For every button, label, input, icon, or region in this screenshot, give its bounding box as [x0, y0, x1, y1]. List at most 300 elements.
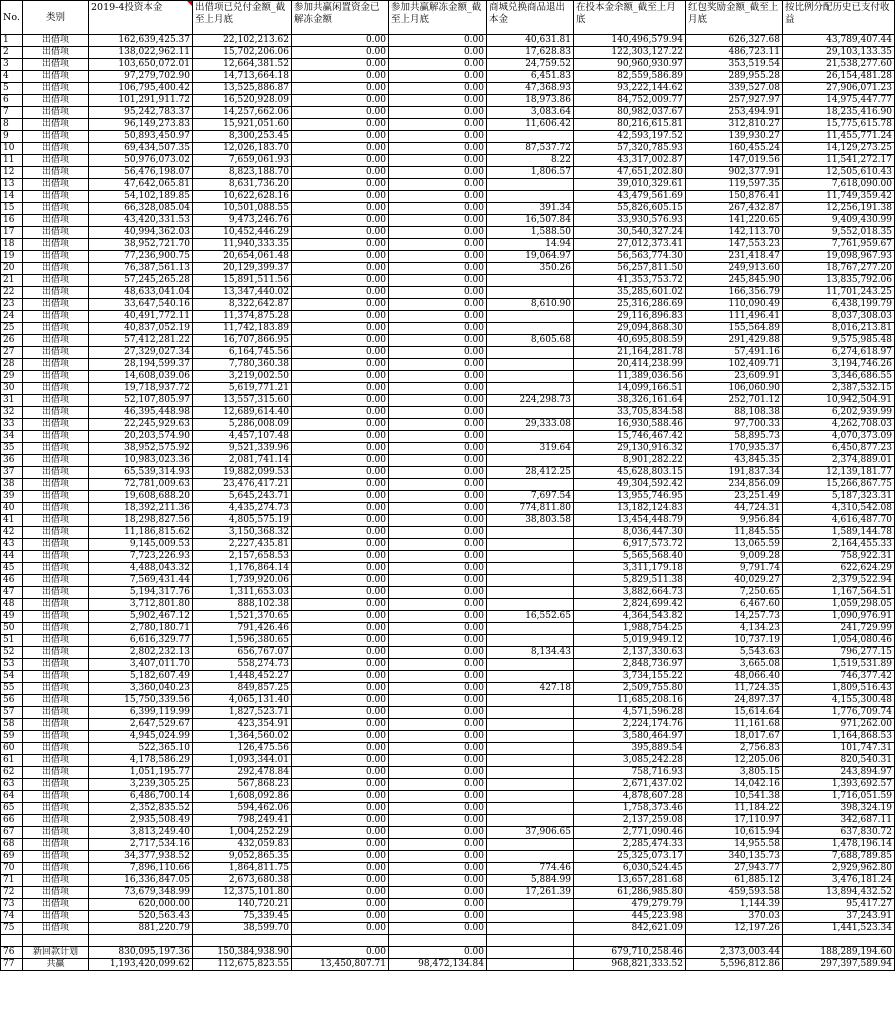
cell-gongying-idle[interactable]: 0.00 [292, 263, 389, 275]
cell-redeemed[interactable]: 15,891,511.56 [193, 275, 292, 287]
cell-gongying-idle[interactable]: 0.00 [292, 47, 389, 59]
cell-redeemed[interactable]: 7,659,061.93 [193, 155, 292, 167]
cell-invest[interactable]: 620,000.00 [89, 899, 193, 911]
cell-gongying-unfreeze[interactable]: 0.00 [389, 395, 487, 407]
cell-balance[interactable]: 2,671,437.02 [574, 779, 686, 791]
cell-no[interactable]: 34 [1, 431, 23, 443]
cell-gongying-unfreeze[interactable]: 0.00 [389, 359, 487, 371]
cell-balance[interactable]: 13,955,746.95 [574, 491, 686, 503]
cell-gongying-idle[interactable]: 0.00 [292, 83, 389, 95]
cell-redeemed[interactable]: 1,311,653.03 [193, 587, 292, 599]
cell-gongying-unfreeze[interactable]: 0.00 [389, 851, 487, 863]
cell-redeemed[interactable]: 1,364,560.02 [193, 731, 292, 743]
cell-no[interactable]: 57 [1, 707, 23, 719]
cell-gongying-unfreeze[interactable]: 0.00 [389, 515, 487, 527]
cell-type[interactable]: 出借项 [23, 851, 89, 863]
cell-redpacket[interactable]: 9,009.28 [686, 551, 783, 563]
cell-type[interactable]: 出借项 [23, 923, 89, 935]
cell-balance[interactable]: 758,716.93 [574, 767, 686, 779]
cell-prorata[interactable]: 1,164,868.53 [783, 731, 895, 743]
cell-gongying-idle[interactable]: 0.00 [292, 467, 389, 479]
cell-mall-refund[interactable] [487, 707, 574, 719]
cell-no[interactable]: 17 [1, 227, 23, 239]
cell-prorata[interactable]: 11,749,359.42 [783, 191, 895, 203]
cell-no[interactable]: 67 [1, 827, 23, 839]
cell-balance[interactable]: 6,030,524.45 [574, 863, 686, 875]
cell-redpacket[interactable]: 12,197.26 [686, 923, 783, 935]
cell-redeemed[interactable]: 5,619,771.21 [193, 383, 292, 395]
cell-no[interactable]: 38 [1, 479, 23, 491]
cell-type[interactable]: 出借项 [23, 167, 89, 179]
cell-invest[interactable]: 38,952,575.92 [89, 443, 193, 455]
cell-redeemed[interactable]: 10,501,088.55 [193, 203, 292, 215]
cell-no[interactable]: 43 [1, 539, 23, 551]
cell-invest[interactable]: 2,935,508.49 [89, 815, 193, 827]
cell-mall-refund[interactable] [487, 383, 574, 395]
cell-gongying-idle[interactable]: 0.00 [292, 503, 389, 515]
cell-gongying-unfreeze[interactable]: 0.00 [389, 371, 487, 383]
cell-redpacket[interactable]: 27,943.77 [686, 863, 783, 875]
cell-balance[interactable]: 20,414,238.99 [574, 359, 686, 371]
cell-gongying-unfreeze[interactable]: 0.00 [389, 179, 487, 191]
cell-redpacket[interactable]: 24,897.37 [686, 695, 783, 707]
cell-gongying-unfreeze[interactable]: 0.00 [389, 35, 487, 47]
cell-gongying-unfreeze[interactable]: 0.00 [389, 383, 487, 395]
cell-redeemed[interactable]: 11,742,183.89 [193, 323, 292, 335]
cell-redpacket[interactable]: 14,955.58 [686, 839, 783, 851]
cell-invest[interactable]: 7,569,431.44 [89, 575, 193, 587]
cell-invest[interactable]: 6,486,700.14 [89, 791, 193, 803]
cell-mall-refund[interactable] [487, 791, 574, 803]
cell-invest[interactable]: 54,102,189.85 [89, 191, 193, 203]
cell-no[interactable]: 33 [1, 419, 23, 431]
cell-invest[interactable]: 138,022,962.11 [89, 47, 193, 59]
cell-no[interactable]: 14 [1, 191, 23, 203]
cell-type[interactable]: 出借项 [23, 815, 89, 827]
cell-balance[interactable]: 968,821,333.52 [574, 959, 686, 971]
cell-type[interactable]: 出借项 [23, 791, 89, 803]
cell-no[interactable]: 47 [1, 587, 23, 599]
cell-gongying-idle[interactable]: 0.00 [292, 527, 389, 539]
cell-prorata[interactable]: 1,478,196.14 [783, 839, 895, 851]
cell-invest[interactable]: 2,802,232.13 [89, 647, 193, 659]
cell-redeemed[interactable]: 11,374,875.28 [193, 311, 292, 323]
cell-redpacket[interactable]: 191,837.34 [686, 467, 783, 479]
cell-balance[interactable]: 27,012,373.41 [574, 239, 686, 251]
cell-balance[interactable]: 41,353,753.72 [574, 275, 686, 287]
cell-balance[interactable]: 445,223.98 [574, 911, 686, 923]
cell-gongying-idle[interactable]: 0.00 [292, 275, 389, 287]
cell-type[interactable]: 出借项 [23, 911, 89, 923]
cell-gongying-unfreeze[interactable]: 0.00 [389, 95, 487, 107]
cell-redeemed[interactable]: 4,457,107.48 [193, 431, 292, 443]
cell-gongying-unfreeze[interactable]: 0.00 [389, 299, 487, 311]
cell-redpacket[interactable]: 340,135.73 [686, 851, 783, 863]
cell-type[interactable]: 出借项 [23, 551, 89, 563]
cell-balance[interactable]: 14,099,166.51 [574, 383, 686, 395]
cell-gongying-unfreeze[interactable]: 0.00 [389, 287, 487, 299]
cell-type[interactable]: 出借项 [23, 515, 89, 527]
cell-gongying-unfreeze[interactable]: 0.00 [389, 59, 487, 71]
cell-no[interactable]: 35 [1, 443, 23, 455]
cell-type[interactable]: 出借项 [23, 179, 89, 191]
cell-redeemed[interactable]: 567,868.23 [193, 779, 292, 791]
cell-gongying-idle[interactable]: 0.00 [292, 59, 389, 71]
cell-invest[interactable]: 57,412,281.22 [89, 335, 193, 347]
cell-redeemed[interactable]: 3,219,002.50 [193, 371, 292, 383]
cell-type[interactable]: 出借项 [23, 563, 89, 575]
cell-balance[interactable]: 4,878,607.28 [574, 791, 686, 803]
cell-balance[interactable]: 2,848,736.97 [574, 659, 686, 671]
cell-redeemed[interactable]: 8,300,253.45 [193, 131, 292, 143]
cell-type[interactable]: 出借项 [23, 275, 89, 287]
cell-balance[interactable]: 93,222,144.62 [574, 83, 686, 95]
cell-no[interactable]: 31 [1, 395, 23, 407]
cell-redeemed[interactable]: 15,702,206.06 [193, 47, 292, 59]
cell-gongying-idle[interactable]: 0.00 [292, 239, 389, 251]
cell-type[interactable]: 出借项 [23, 155, 89, 167]
cell-gongying-idle[interactable]: 0.00 [292, 431, 389, 443]
cell-gongying-unfreeze[interactable]: 0.00 [389, 803, 487, 815]
cell-no[interactable]: 6 [1, 95, 23, 107]
cell-mall-refund[interactable] [487, 815, 574, 827]
cell-invest[interactable]: 15,750,339.56 [89, 695, 193, 707]
cell-mall-refund[interactable] [487, 563, 574, 575]
cell-no[interactable]: 9 [1, 131, 23, 143]
cell-no[interactable]: 74 [1, 911, 23, 923]
cell-prorata[interactable]: 637,830.72 [783, 827, 895, 839]
cell-no[interactable]: 7 [1, 107, 23, 119]
cell-gongying-idle[interactable]: 0.00 [292, 851, 389, 863]
cell-mall-refund[interactable] [487, 851, 574, 863]
cell-balance[interactable]: 82,559,586.89 [574, 71, 686, 83]
cell-type[interactable]: 出借项 [23, 323, 89, 335]
cell-prorata[interactable]: 1,167,564.51 [783, 587, 895, 599]
cell-no[interactable]: 45 [1, 563, 23, 575]
cell-no[interactable]: 66 [1, 815, 23, 827]
cell-no[interactable]: 23 [1, 299, 23, 311]
cell-redeemed[interactable]: 140,720.21 [193, 899, 292, 911]
cell-mall-refund[interactable]: 14.94 [487, 239, 574, 251]
cell-redeemed[interactable]: 9,521,339.96 [193, 443, 292, 455]
cell-mall-refund[interactable] [487, 695, 574, 707]
cell-invest[interactable]: 10,983,023.36 [89, 455, 193, 467]
cell-balance[interactable]: 122,303,127.22 [574, 47, 686, 59]
cell-mall-refund[interactable] [487, 635, 574, 647]
cell-balance[interactable]: 57,320,785.93 [574, 143, 686, 155]
cell-gongying-idle[interactable]: 0.00 [292, 551, 389, 563]
cell-invest[interactable]: 2,717,534.16 [89, 839, 193, 851]
cell-redeemed[interactable]: 19,882,099.53 [193, 467, 292, 479]
cell-type[interactable]: 出借项 [23, 599, 89, 611]
cell-gongying-idle[interactable]: 0.00 [292, 563, 389, 575]
cell-balance[interactable]: 6,917,573.72 [574, 539, 686, 551]
cell-gongying-unfreeze[interactable]: 0.00 [389, 275, 487, 287]
cell-balance[interactable]: 5,565,568.40 [574, 551, 686, 563]
cell-invest[interactable]: 103,650,072.01 [89, 59, 193, 71]
cell-prorata[interactable]: 3,346,686.55 [783, 371, 895, 383]
cell-invest[interactable]: 2,780,180.71 [89, 623, 193, 635]
cell-redpacket[interactable]: 7,250.65 [686, 587, 783, 599]
cell-balance[interactable]: 35,285,601.02 [574, 287, 686, 299]
cell-no[interactable]: 51 [1, 635, 23, 647]
cell-prorata[interactable]: 8,037,308.03 [783, 311, 895, 323]
cell-gongying-idle[interactable]: 0.00 [292, 95, 389, 107]
cell-type[interactable]: 出借项 [23, 455, 89, 467]
cell-gongying-unfreeze[interactable]: 0.00 [389, 647, 487, 659]
cell-redpacket[interactable]: 15,614.64 [686, 707, 783, 719]
cell-prorata[interactable]: 15,775,615.78 [783, 119, 895, 131]
cell-prorata[interactable]: 3,476,181.24 [783, 875, 895, 887]
cell-gongying-unfreeze[interactable]: 0.00 [389, 71, 487, 83]
cell-prorata[interactable]: 27,906,071.23 [783, 83, 895, 95]
cell-balance[interactable]: 1,758,373.46 [574, 803, 686, 815]
cell-balance[interactable]: 38,326,161.64 [574, 395, 686, 407]
cell-mall-refund[interactable] [487, 731, 574, 743]
cell-gongying-unfreeze[interactable]: 0.00 [389, 131, 487, 143]
cell-redpacket[interactable]: 11,845.55 [686, 527, 783, 539]
cell-type[interactable]: 出借项 [23, 695, 89, 707]
cell-prorata[interactable]: 2,929,962.80 [783, 863, 895, 875]
cell-invest[interactable]: 95,242,783.37 [89, 107, 193, 119]
cell-gongying-unfreeze[interactable]: 0.00 [389, 323, 487, 335]
header-prorata[interactable]: 按比例分配历史已支付收益 [783, 1, 895, 35]
cell-no[interactable]: 44 [1, 551, 23, 563]
cell-redpacket[interactable]: 48,066.40 [686, 671, 783, 683]
cell-mall-refund[interactable] [487, 719, 574, 731]
cell-redpacket[interactable]: 106,060.90 [686, 383, 783, 395]
cell-redeemed[interactable]: 798,249.41 [193, 815, 292, 827]
cell-mall-refund[interactable]: 8,605.68 [487, 335, 574, 347]
cell-mall-refund[interactable]: 18,973.86 [487, 95, 574, 107]
cell-gongying-idle[interactable]: 0.00 [292, 683, 389, 695]
cell-type[interactable]: 出借项 [23, 743, 89, 755]
cell-mall-refund[interactable]: 40,631.81 [487, 35, 574, 47]
cell-mall-refund[interactable]: 8.22 [487, 155, 574, 167]
cell-gongying-unfreeze[interactable]: 0.00 [389, 47, 487, 59]
cell-gongying-unfreeze[interactable]: 0.00 [389, 923, 487, 935]
cell-prorata[interactable]: 5,187,323.31 [783, 491, 895, 503]
cell-no[interactable]: 15 [1, 203, 23, 215]
cell-invest[interactable]: 4,178,586.29 [89, 755, 193, 767]
cell-balance[interactable]: 39,010,329.61 [574, 179, 686, 191]
cell-redpacket[interactable]: 23,251.49 [686, 491, 783, 503]
header-gongying-idle[interactable]: 参加共赢闲置资金已解冻金额 [292, 1, 389, 35]
cell-invest[interactable]: 47,642,065.81 [89, 179, 193, 191]
cell-prorata[interactable]: 241,729.99 [783, 623, 895, 635]
cell-mall-refund[interactable] [487, 347, 574, 359]
cell-gongying-idle[interactable]: 0.00 [292, 659, 389, 671]
cell-redpacket[interactable]: 312,810.27 [686, 119, 783, 131]
cell-redpacket[interactable]: 43,845.35 [686, 455, 783, 467]
cell-redpacket[interactable]: 10,737.19 [686, 635, 783, 647]
cell-no[interactable]: 3 [1, 59, 23, 71]
cell-mall-refund[interactable] [487, 599, 574, 611]
cell-invest[interactable]: 830,095,197.36 [89, 947, 193, 959]
cell-mall-refund[interactable] [487, 743, 574, 755]
cell-mall-refund[interactable]: 17,628.83 [487, 47, 574, 59]
cell-no[interactable]: 32 [1, 407, 23, 419]
cell-mall-refund[interactable]: 8,134.43 [487, 647, 574, 659]
cell-no[interactable]: 70 [1, 863, 23, 875]
cell-no[interactable]: 58 [1, 719, 23, 731]
cell-gongying-unfreeze[interactable]: 0.00 [389, 203, 487, 215]
cell-redpacket[interactable]: 6,467.60 [686, 599, 783, 611]
cell-prorata[interactable]: 12,256,191.38 [783, 203, 895, 215]
cell-balance[interactable]: 30,540,327.24 [574, 227, 686, 239]
cell-no[interactable]: 61 [1, 755, 23, 767]
cell-gongying-unfreeze[interactable]: 0.00 [389, 599, 487, 611]
cell-mall-refund[interactable]: 774.46 [487, 863, 574, 875]
cell-mall-refund[interactable] [487, 131, 574, 143]
cell-prorata[interactable]: 95,417.27 [783, 899, 895, 911]
cell-invest[interactable]: 3,407,011.70 [89, 659, 193, 671]
cell-no[interactable]: 21 [1, 275, 23, 287]
cell-gongying-unfreeze[interactable]: 0.00 [389, 155, 487, 167]
cell-balance[interactable]: 33,930,576.93 [574, 215, 686, 227]
cell-redpacket[interactable]: 231,418.47 [686, 251, 783, 263]
cell-gongying-idle[interactable]: 0.00 [292, 347, 389, 359]
cell-type[interactable]: 出借项 [23, 731, 89, 743]
cell-gongying-idle[interactable]: 0.00 [292, 143, 389, 155]
cell-type[interactable]: 出借项 [23, 83, 89, 95]
cell-gongying-idle[interactable]: 0.00 [292, 815, 389, 827]
cell-invest[interactable]: 33,647,540.16 [89, 299, 193, 311]
cell-invest[interactable]: 66,328,085.04 [89, 203, 193, 215]
cell-mall-refund[interactable] [487, 431, 574, 443]
cell-no[interactable]: 25 [1, 323, 23, 335]
cell-balance[interactable]: 2,771,090.46 [574, 827, 686, 839]
cell-redpacket[interactable]: 252,701.12 [686, 395, 783, 407]
cell-redeemed[interactable]: 14,713,664.18 [193, 71, 292, 83]
cell-gongying-idle[interactable]: 0.00 [292, 887, 389, 899]
cell-invest[interactable]: 2,647,529.67 [89, 719, 193, 731]
cell-redpacket[interactable]: 44,724.31 [686, 503, 783, 515]
cell-invest[interactable]: 6,616,329.77 [89, 635, 193, 647]
cell-prorata[interactable]: 29,103,133.35 [783, 47, 895, 59]
cell-gongying-idle[interactable]: 0.00 [292, 191, 389, 203]
cell-balance[interactable]: 679,710,258.46 [574, 947, 686, 959]
cell-type[interactable]: 出借项 [23, 479, 89, 491]
cell-redeemed[interactable]: 849,857.25 [193, 683, 292, 695]
header-no[interactable]: No. [1, 1, 23, 35]
cell-redeemed[interactable]: 1,004,252.29 [193, 827, 292, 839]
cell-gongying-unfreeze[interactable]: 0.00 [389, 815, 487, 827]
cell-redpacket[interactable]: 88,108.38 [686, 407, 783, 419]
cell-no[interactable]: 20 [1, 263, 23, 275]
cell-prorata[interactable]: 2,374,889.01 [783, 455, 895, 467]
cell-balance[interactable]: 43,317,002.87 [574, 155, 686, 167]
cell-gongying-idle[interactable]: 0.00 [292, 743, 389, 755]
cell-type[interactable]: 出借项 [23, 59, 89, 71]
cell-gongying-idle[interactable]: 0.00 [292, 155, 389, 167]
cell-invest[interactable]: 28,194,599.37 [89, 359, 193, 371]
header-mall-refund[interactable]: 商城兑换商品退出本金 [487, 1, 574, 35]
cell-gongying-idle[interactable]: 0.00 [292, 755, 389, 767]
cell-balance[interactable]: 2,285,474.33 [574, 839, 686, 851]
cell-gongying-unfreeze[interactable]: 0.00 [389, 347, 487, 359]
header-balance[interactable]: 在投本金余额_截至上月底 [574, 1, 686, 35]
cell-invest[interactable]: 5,182,607.49 [89, 671, 193, 683]
cell-no[interactable]: 68 [1, 839, 23, 851]
cell-redpacket[interactable]: 459,593.58 [686, 887, 783, 899]
cell-redpacket[interactable]: 11,161.68 [686, 719, 783, 731]
cell-gongying-unfreeze[interactable]: 0.00 [389, 455, 487, 467]
cell-prorata[interactable]: 21,538,277.60 [783, 59, 895, 71]
cell-balance[interactable]: 42,593,197.52 [574, 131, 686, 143]
cell-prorata[interactable]: 37,243.91 [783, 911, 895, 923]
cell-gongying-unfreeze[interactable]: 0.00 [389, 767, 487, 779]
cell-gongying-idle[interactable]: 0.00 [292, 695, 389, 707]
cell-redeemed[interactable]: 11,940,333.35 [193, 239, 292, 251]
cell-balance[interactable]: 13,454,448.79 [574, 515, 686, 527]
cell-gongying-unfreeze[interactable]: 0.00 [389, 671, 487, 683]
cell-gongying-unfreeze[interactable]: 0.00 [389, 899, 487, 911]
cell-redpacket[interactable]: 902,377.91 [686, 167, 783, 179]
cell-invest[interactable]: 3,360,040.23 [89, 683, 193, 695]
cell-gongying-idle[interactable]: 0.00 [292, 443, 389, 455]
cell-mall-refund[interactable] [487, 575, 574, 587]
cell-redpacket[interactable]: 97,700.33 [686, 419, 783, 431]
cell-redpacket[interactable]: 4,134.23 [686, 623, 783, 635]
cell-mall-refund[interactable] [487, 275, 574, 287]
cell-balance[interactable]: 3,734,155.22 [574, 671, 686, 683]
cell-type[interactable]: 出借项 [23, 827, 89, 839]
cell-balance[interactable]: 80,216,615.81 [574, 119, 686, 131]
cell-mall-refund[interactable] [487, 623, 574, 635]
cell-gongying-idle[interactable]: 0.00 [292, 119, 389, 131]
cell-redpacket[interactable]: 3,665.08 [686, 659, 783, 671]
cell-redpacket[interactable]: 245,845.90 [686, 275, 783, 287]
cell-type[interactable]: 出借项 [23, 347, 89, 359]
cell-invest[interactable]: 77,236,900.75 [89, 251, 193, 263]
cell-gongying-idle[interactable]: 0.00 [292, 311, 389, 323]
cell-redeemed[interactable]: 423,354.91 [193, 719, 292, 731]
cell-gongying-idle[interactable]: 0.00 [292, 731, 389, 743]
cell-prorata[interactable]: 14,975,447.77 [783, 95, 895, 107]
cell-gongying-idle[interactable]: 0.00 [292, 323, 389, 335]
cell-type[interactable]: 出借项 [23, 131, 89, 143]
cell-prorata[interactable]: 1,809,516.43 [783, 683, 895, 695]
cell-mall-refund[interactable]: 6,451.83 [487, 71, 574, 83]
cell-type[interactable]: 出借项 [23, 215, 89, 227]
cell-mall-refund[interactable] [487, 527, 574, 539]
cell-gongying-idle[interactable]: 0.00 [292, 575, 389, 587]
cell-balance[interactable]: 90,960,930.97 [574, 59, 686, 71]
cell-redeemed[interactable]: 16,707,866.95 [193, 335, 292, 347]
cell-gongying-idle[interactable]: 0.00 [292, 863, 389, 875]
cell-gongying-idle[interactable]: 0.00 [292, 647, 389, 659]
cell-redeemed[interactable]: 5,645,243.71 [193, 491, 292, 503]
cell-no[interactable]: 16 [1, 215, 23, 227]
cell-type[interactable]: 出借项 [23, 107, 89, 119]
cell-gongying-idle[interactable]: 0.00 [292, 599, 389, 611]
cell-gongying-idle[interactable]: 0.00 [292, 407, 389, 419]
cell-balance[interactable]: 80,982,037.67 [574, 107, 686, 119]
cell-gongying-unfreeze[interactable]: 0.00 [389, 719, 487, 731]
cell-no[interactable]: 10 [1, 143, 23, 155]
cell-redpacket[interactable]: 14,257.73 [686, 611, 783, 623]
cell-redpacket[interactable]: 291,429.88 [686, 335, 783, 347]
cell-type[interactable]: 出借项 [23, 467, 89, 479]
cell-redpacket[interactable]: 111,496.41 [686, 311, 783, 323]
cell-no[interactable]: 55 [1, 683, 23, 695]
cell-mall-refund[interactable] [487, 959, 574, 971]
cell-gongying-idle[interactable]: 13,450,807.71 [292, 959, 389, 971]
cell-balance[interactable]: 2,224,174.76 [574, 719, 686, 731]
cell-redeemed[interactable]: 4,805,575.19 [193, 515, 292, 527]
cell-prorata[interactable]: 4,155,300.48 [783, 695, 895, 707]
